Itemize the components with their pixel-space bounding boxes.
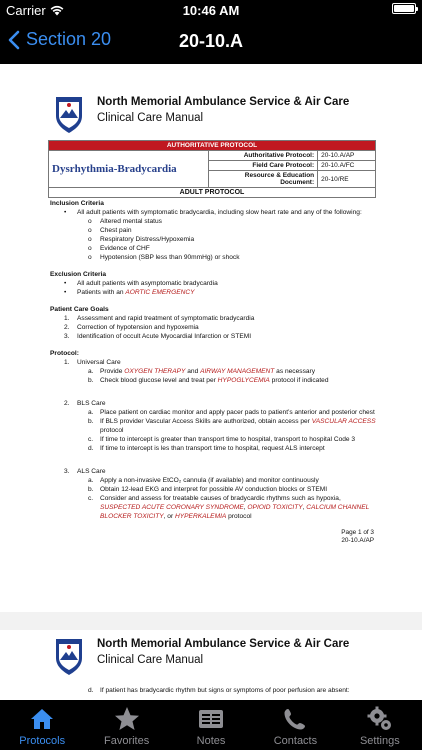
vascular-access-link[interactable]: VASCULAR ACCESS xyxy=(311,418,376,425)
list-item: d. If patient has bradycardic rhythm but signs or symptoms of poor perfusion are absent: xyxy=(88,687,350,694)
protocol-content xyxy=(50,199,380,545)
list-item: b. Check blood glucose level and treat per HYPOGLYCEMIA protocol if indicated xyxy=(88,377,329,384)
status-bar xyxy=(0,0,422,20)
table-label: Field Care Protocol: xyxy=(208,161,318,171)
tab-bar xyxy=(0,700,422,750)
page-footer xyxy=(50,529,380,545)
list-item: o Chest pain xyxy=(88,227,132,234)
page-number: Page 1 of 3 xyxy=(341,529,374,536)
manual-name: Clinical Care Manual xyxy=(97,112,204,124)
aortic-emergency-link[interactable]: AORTIC EMERGENCY xyxy=(125,289,195,296)
list-item: 2. Correction of hypotension and hypoxemia xyxy=(64,324,199,331)
protocol-info-table xyxy=(48,140,376,198)
acute-coronary-syndrome-link[interactable]: SUSPECTED ACUTE CORONARY SYNDROME xyxy=(100,504,244,511)
navigation-bar xyxy=(0,20,422,64)
list-item: b. Obtain 12-lead EKG and interpret for possible AV conduction blocks or STEMI xyxy=(88,486,328,493)
phone-icon xyxy=(283,707,307,731)
protocol-name: Dysrhythmia-Bradycardia xyxy=(49,151,209,188)
star-icon xyxy=(114,706,140,732)
tab-label: Protocols xyxy=(19,735,66,747)
document-viewer[interactable] xyxy=(0,64,422,700)
list-item: o Hypotension (SBP less than 90mmHg) or shock xyxy=(88,254,240,261)
list-item: 1. Universal Care xyxy=(64,359,121,366)
carrier-label: Carrier xyxy=(6,3,46,18)
list-item: d. If time to intercept is les than transport time to hospital, request ALS intercept xyxy=(88,445,325,452)
tab-settings[interactable] xyxy=(338,700,422,750)
page-divider xyxy=(0,612,422,630)
table-label: Resource & Education Document: xyxy=(208,171,318,188)
org-logo xyxy=(54,636,84,676)
list-item: 3. ALS Care xyxy=(64,468,106,475)
manual-name: Clinical Care Manual xyxy=(97,654,204,666)
goals-title: Patient Care Goals xyxy=(50,306,109,313)
list-item: b. If BLS provider Vascular Access Skills are authorized, obtain access per VASCULAR ACCESS protocol xyxy=(88,418,376,434)
document-header-page-2 xyxy=(54,634,374,680)
list-item: 3. Identification of occult Acute Myocardial Infarction or STEMI xyxy=(64,333,252,340)
list-item: a. Provide OXYGEN THERAPY and AIRWAY MANAGEMENT as necessary xyxy=(88,368,316,375)
list-item: o Altered mental status xyxy=(88,218,162,225)
page-code: 20-10.A/AP xyxy=(341,537,374,544)
list-item: a. Place patient on cardiac monitor and apply pacer pads to patient’s anterior and posterior chest xyxy=(88,409,375,416)
list-item: • Patients with an AORTIC EMERGENCY xyxy=(64,289,195,296)
battery-icon xyxy=(392,3,416,14)
adult-protocol-label: ADULT PROTOCOL xyxy=(49,188,376,198)
hypoglycemia-link[interactable]: HYPOGLYCEMIA xyxy=(217,377,270,384)
calcium-channel-blocker-link[interactable]: CALCIUM CHANNEL BLOCKER TOXICITY xyxy=(100,504,370,520)
list-item: • All adult patients with asymptomatic bradycardia xyxy=(64,280,218,287)
list-item: • All adult patients with symptomatic bradycardia, including slow heart rate and any of the following: xyxy=(64,209,362,216)
list-item: c. Consider and assess for treatable causes of bradycardic rhythms such as hypoxia, SUSPECTED ACUTE CORONARY SYNDROME, OPIOID TOXICITY, CALCIUM CHANNEL BLOCKER TOXICITY, or HYPERKALEMIA protocol xyxy=(88,495,370,520)
status-time: 10:46 AM xyxy=(182,3,240,18)
table-value: 20-10.A/FC xyxy=(318,161,376,171)
table-heading: AUTHORITATIVE PROTOCOL xyxy=(49,141,376,151)
org-logo xyxy=(54,94,84,134)
back-button-label: Section 20 xyxy=(26,29,112,49)
page-2-content xyxy=(50,686,380,695)
tab-protocols[interactable] xyxy=(0,700,84,750)
page-title: 20-10.A xyxy=(178,31,244,51)
list-item: 2. BLS Care xyxy=(64,400,106,407)
tab-label: Contacts xyxy=(273,735,318,747)
status-right xyxy=(392,3,416,14)
document-header xyxy=(54,92,374,138)
hyperkalemia-link[interactable]: HYPERKALEMIA xyxy=(175,513,227,520)
list-item: a. Apply a non-invasive EtCO₂ cannula (if available) and monitor continuously xyxy=(88,477,319,484)
list-item: c. If time to intercept is greater than transport time to hospital, transport to hospital Code 3 xyxy=(88,436,356,443)
tab-label: Favorites xyxy=(103,735,150,747)
tab-contacts[interactable] xyxy=(253,700,337,750)
house-icon xyxy=(29,707,55,731)
table-label: Authoritative Protocol: xyxy=(208,151,318,161)
gear-icon xyxy=(367,706,393,732)
inclusion-title: Inclusion Criteria xyxy=(50,200,104,207)
list-item: 1. Assessment and rapid treatment of symptomatic bradycardia xyxy=(64,315,255,322)
oxygen-therapy-link[interactable]: OXYGEN THERAPY xyxy=(124,368,186,375)
tab-label: Notes xyxy=(196,735,226,747)
opioid-toxicity-link[interactable]: OPIOID TOXICITY xyxy=(247,504,303,511)
table-value: 20-10.A/AP xyxy=(318,151,376,161)
notes-icon xyxy=(197,707,225,731)
tab-favorites[interactable] xyxy=(84,700,168,750)
org-name: North Memorial Ambulance Service & Air Care xyxy=(97,638,350,650)
table-row xyxy=(49,151,376,161)
airway-management-link[interactable]: AIRWAY MANAGEMENT xyxy=(200,368,275,375)
org-name: North Memorial Ambulance Service & Air Care xyxy=(97,96,350,108)
table-value: 20-10/RE xyxy=(318,171,376,188)
exclusion-title: Exclusion Criteria xyxy=(50,271,107,278)
list-item: o Evidence of CHF xyxy=(88,245,150,252)
tab-label: Settings xyxy=(359,735,400,747)
tab-notes[interactable] xyxy=(169,700,253,750)
protocol-title: Protocol: xyxy=(50,350,79,357)
list-item: o Respiratory Distress/Hypoxemia xyxy=(88,236,195,243)
